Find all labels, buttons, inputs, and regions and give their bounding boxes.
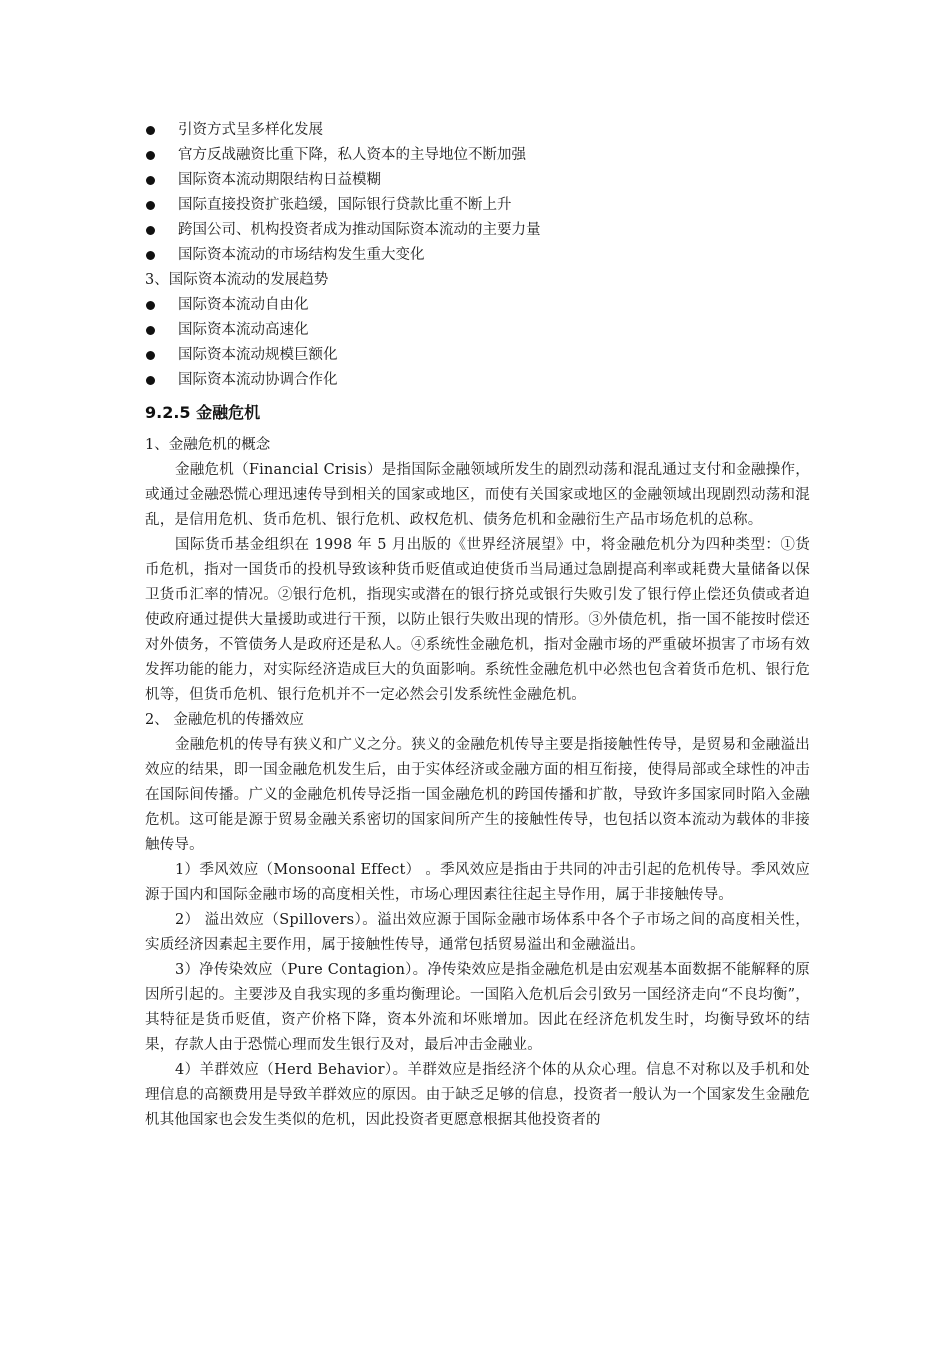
bullet-icon (146, 326, 155, 335)
bullet-icon (146, 251, 155, 260)
bullet-icon (146, 226, 155, 235)
paragraph-monsoonal: 1）季风效应（Monsoonal Effect） 。季风效应是指由于共同的冲击引起的危机传导。季风效应源于国内和国际金融市场的高度相关性，市场心理因素往往起主导作用，属于非接触传导。 (145, 862, 810, 903)
bullet-list-characteristics (145, 118, 810, 268)
paragraph-herd-behavior: 4）羊群效应（Herd Behavior）。羊群效应是指经济个体的从众心理。信息不对称以及手机和处理信息的高额费用是导致羊群效应的原因。由于缺乏足够的信息，投资者一般认为一个国家发生金融危机其他国家也会发生类似的危机，因此投资者更愿意根据其他投资者的 (145, 1062, 810, 1128)
list-item: 跨国公司、机构投资者成为推动国际资本流动的主要力量 (145, 218, 810, 243)
list-item: 国际资本流动高速化 (145, 318, 810, 343)
bullet-icon (146, 126, 155, 135)
bullet-icon (146, 351, 155, 360)
paragraph-pure-contagion: 3）净传染效应（Pure Contagion）。净传染效应是指金融危机是由宏观基本面数据不能解释的原因所引起的。主要涉及自我实现的多重均衡理论。一国陷入危机后会引致另一国经济走向“不良均衡”，其特征是货币贬值，资产价格下降，资本外流和坏账增加。因此在经济危机发生时，均衡导致坏的结果，存款人由于恐慌心理而发生银行及对，最后冲击金融业。 (145, 962, 810, 1053)
section-title: 9.2.5 金融危机 (145, 403, 261, 422)
bullet-icon (146, 201, 155, 210)
bullet-list-trends (145, 293, 810, 393)
document-page (145, 118, 810, 1133)
list-item: 国际资本流动的市场结构发生重大变化 (145, 243, 810, 268)
list-item: 国际资本流动协调合作化 (145, 368, 810, 393)
subheading-trends: 3、国际资本流动的发展趋势 (145, 272, 329, 288)
list-item: 国际资本流动自由化 (145, 293, 810, 318)
list-item: 官方反战融资比重下降，私人资本的主导地位不断加强 (145, 143, 810, 168)
paragraph-transmission: 金融危机的传导有狭义和广义之分。狭义的金融危机传导主要是指接触性传导，是贸易和金融溢出效应的结果，即一国金融危机发生后，由于实体经济或金融方面的相互衔接，使得局部或全球性的冲击在国际间传播。广义的金融危机传导泛指一国金融危机的跨国传播和扩散，导致许多国家同时陷入金融危机。这可能是源于贸易金融关系密切的国家间所产生的接触性传导，也包括以资本流动为载体的非接触传导。 (145, 737, 810, 853)
list-item: 引资方式呈多样化发展 (145, 118, 810, 143)
bullet-icon (146, 151, 155, 160)
list-item: 国际资本流动期限结构日益模糊 (145, 168, 810, 193)
subheading-contagion: 2、 金融危机的传播效应 (145, 712, 304, 728)
list-item: 国际资本流动规模巨额化 (145, 343, 810, 368)
bullet-icon (146, 376, 155, 385)
bullet-icon (146, 301, 155, 310)
list-item: 国际直接投资扩张趋缓，国际银行贷款比重不断上升 (145, 193, 810, 218)
paragraph-definition: 金融危机（Financial Crisis）是指国际金融领域所发生的剧烈动荡和混乱通过支付和金融操作，或通过金融恐慌心理迅速传导到相关的国家或地区，而使有关国家或地区的金融领域出现剧烈动荡和混乱，是信用危机、货币危机、银行危机、政权危机、债务危机和金融衍生产品市场危机的总称。 (145, 462, 810, 528)
bullet-icon (146, 176, 155, 185)
paragraph-imf-types: 国际货币基金组织在 1998 年 5 月出版的《世界经济展望》中，将金融危机分为四种类型：①货币危机，指对一国货币的投机导致该种货币贬值或迫使货币当局通过急剧提高利率或耗费大量储备以保卫货币汇率的情况。②银行危机，指现实或潜在的银行挤兑或银行失败引发了银行停止偿还负债或者迫使政府通过提供大量援助或进行干预，以防止银行失败出现的情形。③外债危机，指一国不能按时偿还对外债务，不管债务人是政府还是私人。④系统性金融危机，指对金融市场的严重破坏损害了市场有效发挥功能的能力，对实际经济造成巨大的负面影响。系统性金融危机中必然也包含着货币危机、银行危机等，但货币危机、银行危机并不一定必然会引发系统性金融危机。 (145, 537, 810, 703)
subheading-concept: 1、金融危机的概念 (145, 437, 271, 453)
paragraph-spillovers: 2） 溢出效应（Spillovers）。溢出效应源于国际金融市场体系中各个子市场之间的高度相关性，实质经济因素起主要作用，属于接触性传导，通常包括贸易溢出和金融溢出。 (145, 912, 810, 953)
